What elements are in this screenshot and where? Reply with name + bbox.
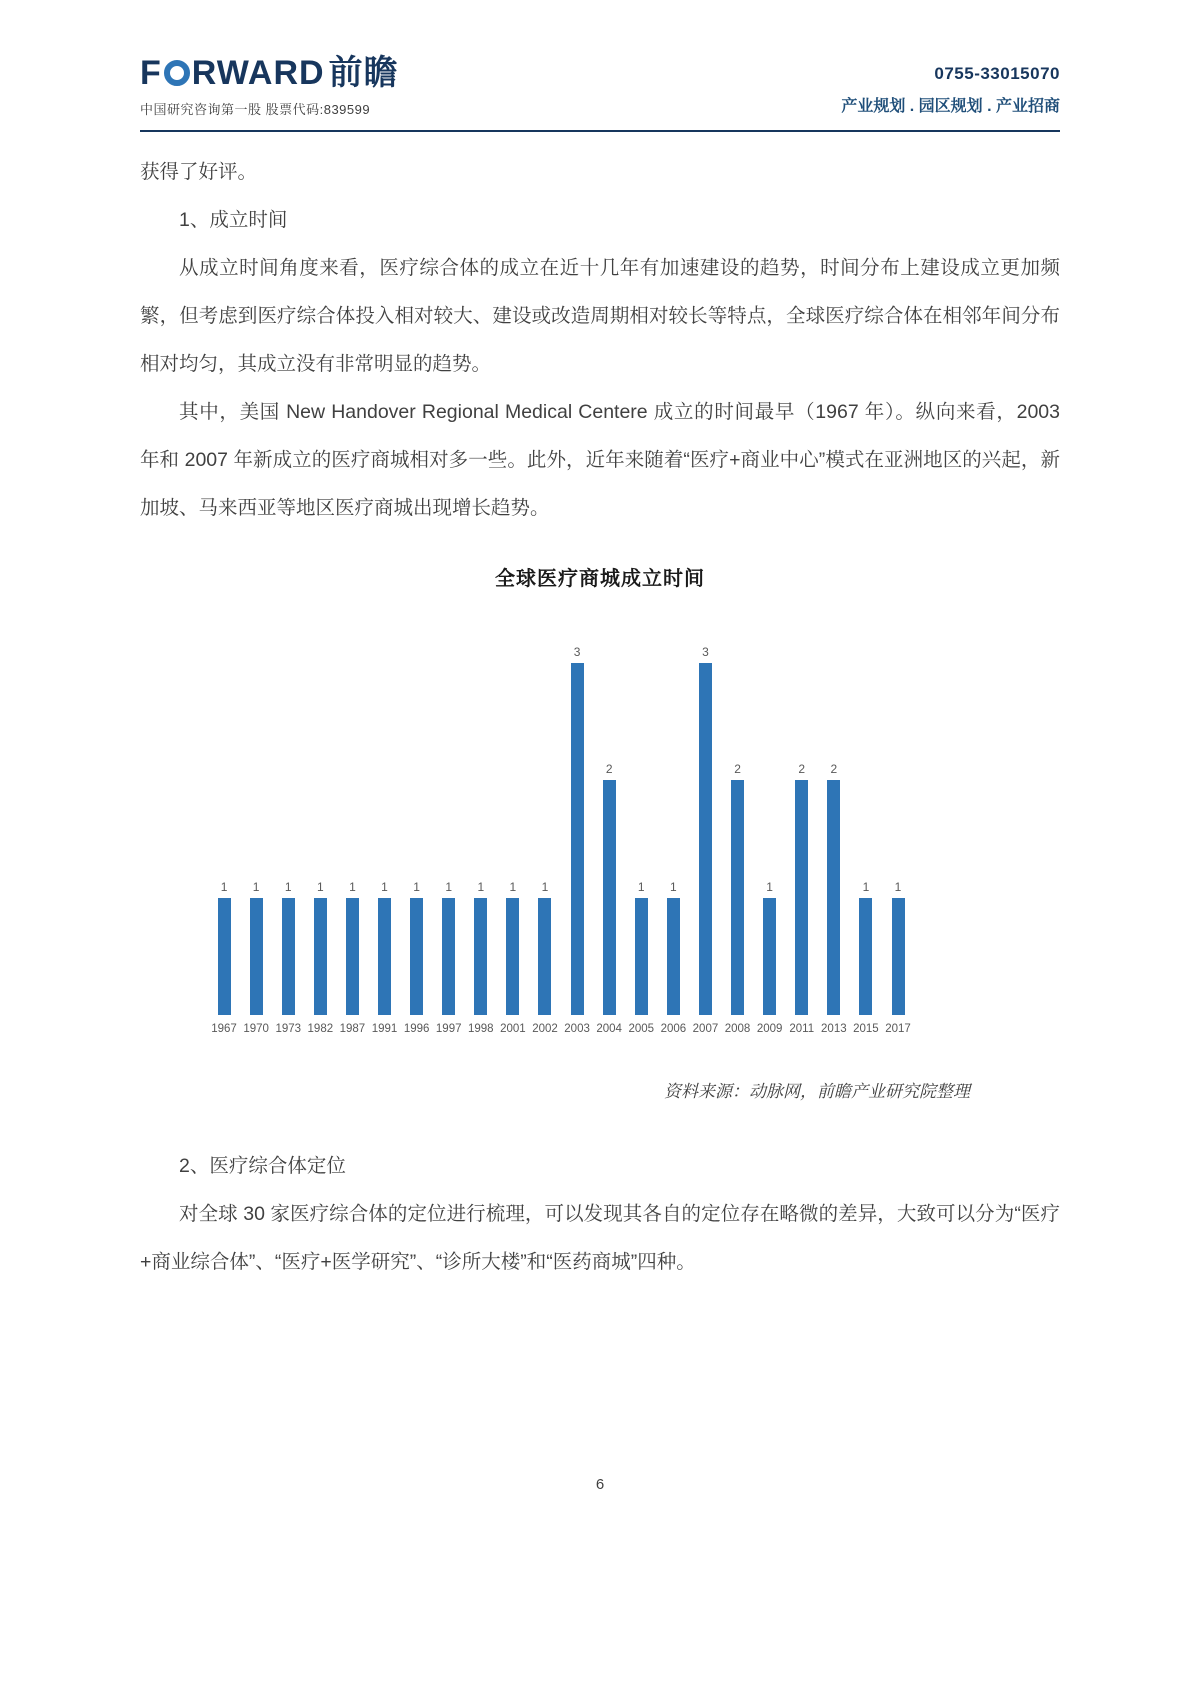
bar — [346, 898, 359, 1015]
bar — [314, 898, 327, 1015]
chart-column — [625, 880, 657, 1015]
x-tick-label: 2002 — [532, 1023, 558, 1035]
bar-value-label: 1 — [766, 880, 773, 894]
bar-value-label: 1 — [862, 880, 870, 894]
bar-value-label: 1 — [509, 880, 517, 894]
bar — [699, 663, 712, 1015]
page-body — [0, 132, 1200, 1286]
paragraph-3: 对全球 30 家医疗综合体的定位进行梳理，可以发现其各自的定位存在略微的差异，大致可以分为“医疗+商业综合体”、“医疗+医学研究”、“诊所大楼”和“医药商城”四种。 — [140, 1203, 1060, 1273]
x-tick-label: 1991 — [371, 1023, 398, 1035]
chart-column — [722, 762, 754, 1015]
x-tick-label: 2017 — [885, 1023, 911, 1035]
chart-title: 全球医疗商城成立时间 — [495, 568, 705, 590]
x-tick-label: 2001 — [500, 1023, 526, 1035]
bar — [635, 898, 648, 1015]
bar-value-label: 3 — [702, 645, 709, 659]
x-tick-label: 2006 — [660, 1023, 687, 1035]
x-tick-label: 1982 — [307, 1023, 334, 1035]
page-header — [0, 0, 1200, 130]
bar-value-label: 2 — [734, 762, 741, 776]
bar-value-label: 1 — [637, 880, 645, 894]
bar — [538, 898, 551, 1015]
chart-column — [786, 762, 818, 1015]
x-tick-label: 1967 — [211, 1023, 237, 1035]
page-footer — [0, 1476, 1200, 1494]
bar — [250, 898, 263, 1015]
bar-value-label: 1 — [413, 880, 420, 894]
bar — [378, 898, 391, 1015]
bar-value-label: 1 — [349, 880, 356, 894]
chart-column — [336, 880, 368, 1015]
bar-value-label: 2 — [798, 762, 806, 776]
bar — [763, 898, 776, 1015]
x-tick-label: 2008 — [724, 1023, 751, 1035]
chart-column — [304, 880, 336, 1015]
x-tick-label: 2003 — [564, 1023, 590, 1035]
bar-value-label: 2 — [605, 762, 613, 776]
chart-column — [208, 880, 240, 1015]
bar — [218, 898, 231, 1015]
x-tick-label: 2009 — [756, 1023, 783, 1035]
chart-x-axis — [208, 1023, 914, 1035]
bar — [603, 780, 616, 1015]
x-tick-label: 2007 — [692, 1023, 719, 1035]
paragraph-intro: 获得了好评。 — [140, 161, 258, 183]
x-tick-label: 1973 — [275, 1023, 302, 1035]
bar — [795, 780, 808, 1015]
bar-value-label: 1 — [252, 880, 260, 894]
bar — [827, 780, 840, 1015]
chart-column — [433, 880, 465, 1015]
bar — [859, 898, 872, 1015]
bar — [474, 898, 487, 1015]
logo-tagline: 中国研究咨询第一股 股票代码:839599 — [140, 102, 371, 117]
chart-column — [497, 880, 529, 1015]
bar-value-label: 1 — [381, 880, 388, 894]
contact-block — [841, 64, 1060, 118]
services-line: 产业规划 . 园区规划 . 产业招商 — [841, 98, 1060, 115]
x-tick-label: 2013 — [821, 1023, 847, 1035]
bar-value-label: 1 — [284, 880, 292, 894]
x-tick-label: 2004 — [596, 1023, 622, 1035]
chart-column — [818, 762, 850, 1015]
x-tick-label: 2015 — [853, 1023, 879, 1035]
logo-chinese: 前瞻 — [328, 54, 399, 92]
chart-column — [657, 880, 689, 1015]
bar-value-label: 1 — [445, 880, 453, 894]
bar-value-label: 1 — [894, 880, 902, 894]
bar-value-label: 2 — [830, 762, 838, 776]
bar — [442, 898, 455, 1015]
chart-column — [850, 880, 882, 1015]
chart-column — [689, 645, 721, 1015]
x-tick-label: 1997 — [435, 1023, 462, 1035]
bar-value-label: 1 — [220, 880, 228, 894]
paragraph-2: 其中，美国 New Handover Regional Medical Centere 成立的时间最早（1967 年）。纵向来看，2003 年和 2007 年新成立的医疗商城相对多一些。此外，近年来随着“医疗+商业中心”模式在亚洲地区的兴起，新加坡、马来西亚等地区医疗商城出现增长趋势。 — [140, 401, 1060, 519]
bar-value-label: 1 — [670, 880, 677, 894]
chart-plot — [208, 643, 914, 1015]
bar — [506, 898, 519, 1015]
chart-column — [529, 880, 561, 1015]
phone-number: 0755-33015070 — [934, 64, 1060, 83]
bar-value-label: 1 — [316, 880, 324, 894]
forward-logo — [140, 56, 399, 90]
chart-column — [240, 880, 272, 1015]
chart-column — [561, 645, 593, 1015]
chart-column — [401, 880, 433, 1015]
chart-column — [593, 762, 625, 1015]
x-tick-label: 1970 — [243, 1023, 269, 1035]
paragraph-1: 从成立时间角度来看，医疗综合体的成立在近十几年有加速建设的趋势，时间分布上建设成立更加频繁，但考虑到医疗综合体投入相对较大、建设或改造周期相对较长等特点，全球医疗综合体在相邻年间分布相对均匀，其成立没有非常明显的趋势。 — [140, 257, 1060, 375]
bar — [731, 780, 744, 1015]
chart-column — [754, 880, 786, 1015]
section-heading-2: 2、医疗综合体定位 — [179, 1155, 346, 1177]
bar — [892, 898, 905, 1015]
bar-value-label: 1 — [541, 880, 549, 894]
section-heading-1: 1、成立时间 — [179, 209, 288, 231]
x-tick-label: 2005 — [628, 1023, 655, 1035]
source-note: 资料来源：动脉网，前瞻产业研究院整理 — [664, 1082, 970, 1101]
x-tick-label: 1987 — [339, 1023, 366, 1035]
x-tick-label: 1998 — [468, 1023, 494, 1035]
bar-chart — [208, 643, 914, 1035]
bar — [571, 663, 584, 1015]
logo-letters: RWARD — [191, 54, 325, 92]
logo-o-ring-icon — [164, 60, 190, 86]
chart-column — [272, 880, 304, 1015]
x-tick-label: 2011 — [789, 1023, 815, 1035]
x-tick-label: 1996 — [403, 1023, 430, 1035]
logo-block — [140, 56, 399, 118]
chart-column — [882, 880, 914, 1015]
bar-value-label: 3 — [573, 645, 581, 659]
bar-value-label: 1 — [477, 880, 485, 894]
page-number: 6 — [595, 1476, 605, 1493]
logo-letter-f: F — [140, 54, 162, 92]
bar — [667, 898, 680, 1015]
chart-column — [465, 880, 497, 1015]
bar — [282, 898, 295, 1015]
bar — [410, 898, 423, 1015]
chart-column — [368, 880, 400, 1015]
